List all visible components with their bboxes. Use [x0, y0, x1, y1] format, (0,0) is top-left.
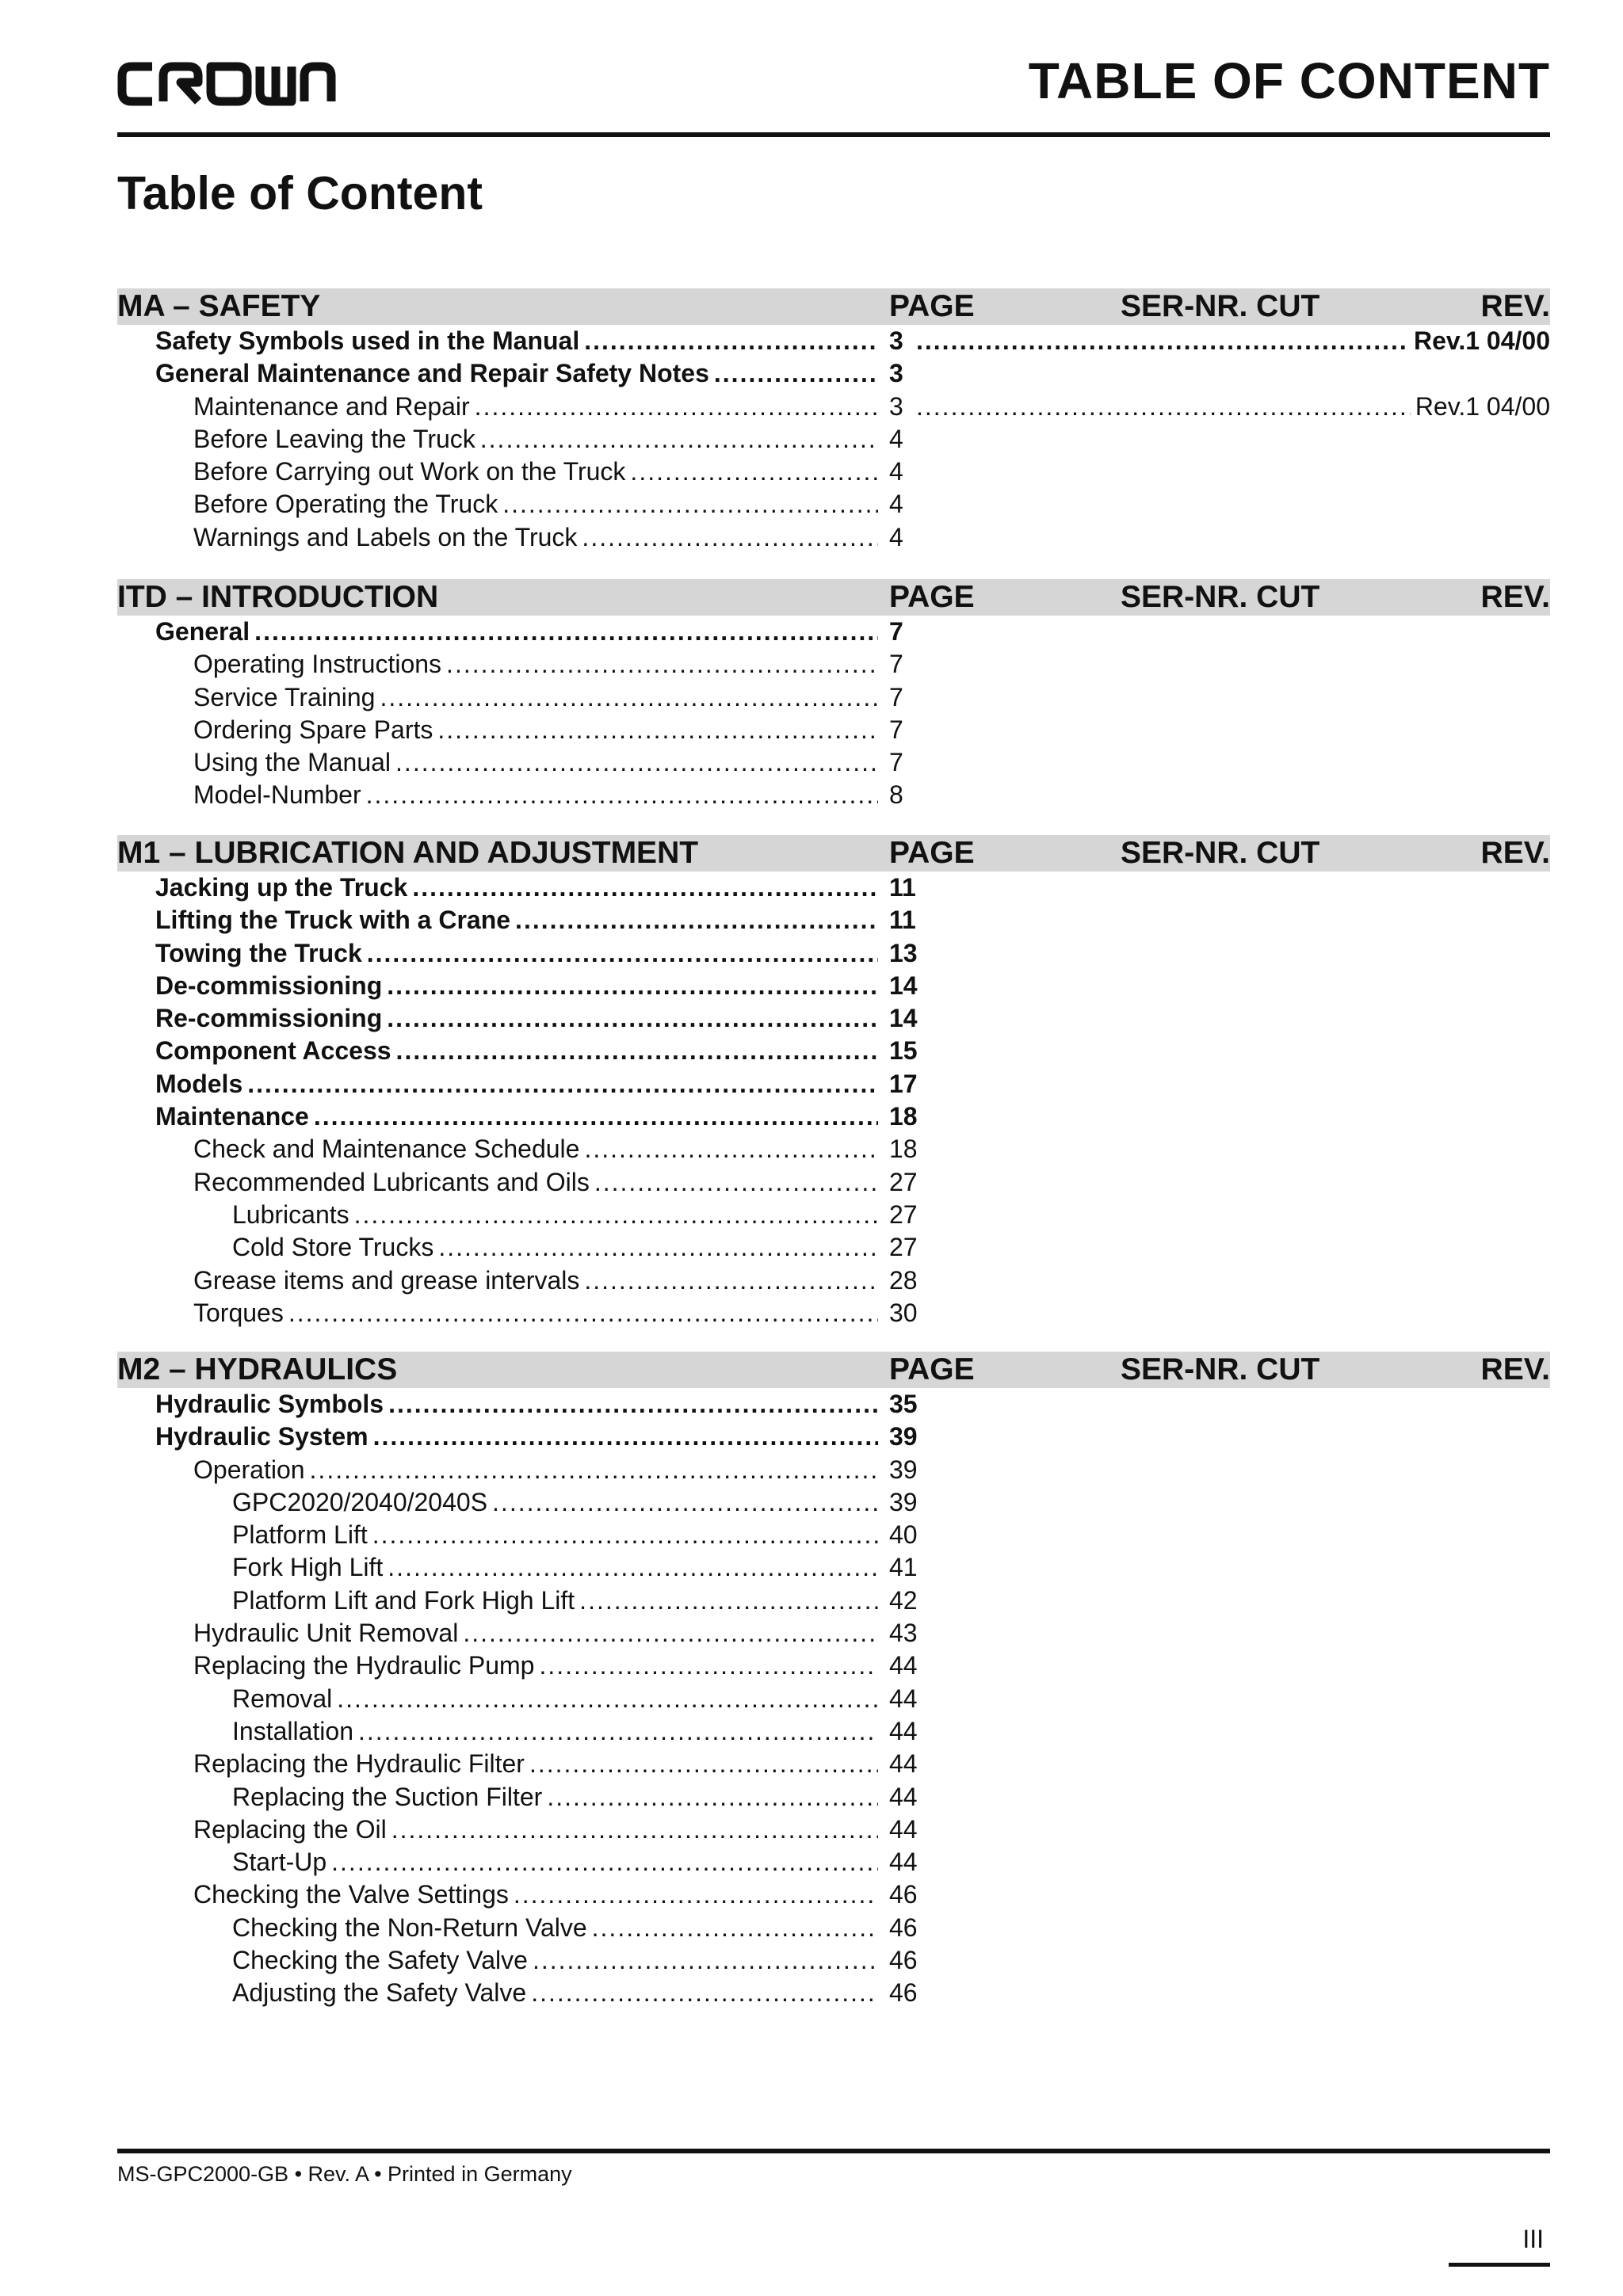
toc-entry[interactable] [117, 1781, 1550, 1814]
toc-entry-page: 30 [889, 1298, 918, 1327]
toc-entry-page: 44 [889, 1749, 918, 1779]
toc-entry-leader [117, 1748, 878, 1780]
toc-entry-title: Jacking up the Truck [155, 873, 408, 902]
section-title: M2 – HYDRAULICS [117, 1352, 398, 1386]
toc-entry[interactable] [117, 1002, 1550, 1035]
column-page: PAGE [889, 289, 975, 323]
section-header [117, 288, 1550, 325]
column-ser-nr-cut: SER-NR. CUT [1121, 289, 1320, 323]
toc-entry-page: 8 [889, 780, 903, 810]
column-page: PAGE [889, 580, 975, 614]
dot-leader [582, 521, 878, 554]
toc-entry-leader [117, 648, 878, 681]
crown-logo [117, 60, 336, 108]
footer-rule [117, 2149, 1550, 2153]
toc-entry[interactable] [117, 1617, 1550, 1650]
toc-entry-title: Torques [193, 1298, 284, 1327]
toc-entry-leader [117, 1617, 878, 1650]
toc-entry-page: 28 [889, 1265, 918, 1295]
toc-entry[interactable] [117, 904, 1550, 936]
dot-leader [387, 970, 878, 1002]
dot-leader [396, 1035, 878, 1067]
toc-entry[interactable] [117, 1912, 1550, 1944]
toc-entry-page: 39 [889, 1487, 918, 1516]
toc-entry-leader [117, 488, 878, 521]
toc-entry[interactable] [117, 1846, 1550, 1878]
toc-entry-page: 42 [889, 1585, 918, 1615]
toc-entry-leader [117, 1814, 878, 1846]
toc-entry[interactable] [117, 521, 1550, 554]
dot-leader [310, 1454, 878, 1486]
toc-entry-page: 39 [889, 1422, 918, 1451]
toc-entry-leader [117, 1068, 878, 1100]
dot-leader [438, 1231, 878, 1264]
toc-entry-leader [117, 1977, 878, 2009]
dot-leader [314, 1100, 878, 1133]
toc-section [117, 1352, 1550, 2010]
column-rev: REV. [1480, 289, 1550, 323]
toc-entry-page: 41 [889, 1553, 918, 1582]
toc-entry-leader [117, 391, 878, 423]
toc-entry-leader [117, 1231, 878, 1264]
dot-leader [367, 937, 878, 970]
dot-leader [584, 1264, 878, 1297]
toc-entry-leader [117, 1912, 878, 1944]
dot-leader [584, 325, 878, 357]
toc-entry-leader [117, 1002, 878, 1035]
dot-leader [592, 1912, 878, 1944]
dot-leader [475, 391, 878, 423]
column-rev: REV. [1480, 580, 1550, 614]
toc-entry-title: General Maintenance and Repair Safety Notes [155, 359, 709, 388]
section-title: M1 – LUBRICATION AND ADJUSTMENT [117, 836, 699, 870]
toc-entry[interactable] [117, 1100, 1550, 1133]
toc-entry-title: Platform Lift and Fork High Lift [232, 1585, 575, 1615]
toc-entry-page: 44 [889, 1814, 918, 1844]
toc-section [117, 835, 1550, 1329]
dot-leader [463, 1617, 878, 1650]
dot-leader [412, 871, 878, 904]
footer-doc-info: MS-GPC2000-GB • Rev. A • Printed in Germany [117, 2162, 572, 2186]
toc-entry[interactable] [117, 616, 1550, 648]
toc-entry-title: Adjusting the Safety Valve [232, 1978, 527, 2008]
toc-entry-page: 44 [889, 1651, 918, 1680]
section-header [117, 835, 1550, 871]
toc-entry-leader [117, 325, 878, 357]
dot-leader [254, 616, 878, 648]
toc-entry-title: Re-commissioning [155, 1004, 383, 1033]
toc-entry-leader [117, 1166, 878, 1199]
dot-leader [584, 1133, 878, 1165]
section-header [117, 1352, 1550, 1388]
toc-entry[interactable] [117, 937, 1550, 970]
dot-leader [910, 391, 1411, 423]
toc-entry[interactable] [117, 1035, 1550, 1067]
dot-leader [714, 357, 878, 390]
toc-entry-page: 27 [889, 1233, 918, 1262]
toc-entry-leader [117, 456, 878, 488]
toc-entry-leader [117, 937, 878, 970]
toc-entry-title: Models [155, 1069, 243, 1098]
toc-entry-page: 18 [889, 1102, 918, 1131]
toc-entry[interactable] [117, 1814, 1550, 1846]
dot-leader [437, 714, 878, 746]
toc-entry-page: 4 [889, 522, 903, 551]
toc-entry-title: Towing the Truck [155, 938, 362, 967]
dot-leader [529, 1748, 878, 1780]
dot-leader [446, 648, 878, 681]
toc-entry-title: Hydraulic System [155, 1422, 369, 1451]
toc-entry[interactable] [117, 648, 1550, 681]
dot-leader [910, 325, 1409, 357]
toc-entry[interactable] [117, 1977, 1550, 2009]
toc-section [117, 288, 1550, 554]
dot-leader [331, 1846, 878, 1878]
toc-entry-title: Replacing the Hydraulic Filter [193, 1749, 525, 1779]
toc-entry-title: Warnings and Labels on the Truck [193, 522, 578, 551]
toc-entry-page: 44 [889, 1716, 918, 1745]
toc-entry-title: Lifting the Truck with a Crane [155, 906, 511, 935]
toc-entry-page: 44 [889, 1848, 918, 1877]
toc-entry-leader [117, 1551, 878, 1584]
section-title: ITD – INTRODUCTION [117, 580, 439, 614]
toc-entry-page: 14 [889, 971, 918, 1000]
toc-entry-title: Maintenance [155, 1102, 309, 1131]
toc-entry[interactable] [117, 1068, 1550, 1100]
toc-entry[interactable] [117, 1551, 1550, 1584]
toc-entry-leader [117, 1100, 878, 1133]
toc-entry-leader [117, 1264, 878, 1297]
toc-entry-page: 3 [889, 391, 903, 421]
toc-entry-leader [117, 1781, 878, 1814]
header-rule [117, 132, 1550, 137]
toc-entry-leader [117, 1454, 878, 1486]
dot-leader [515, 904, 878, 936]
column-ser-nr-cut: SER-NR. CUT [1121, 1352, 1320, 1386]
toc-entry-page: 7 [889, 748, 903, 777]
toc-entry-title: Grease items and grease intervals [193, 1265, 580, 1295]
toc-entry-leader [117, 357, 878, 390]
toc-entry[interactable] [117, 779, 1550, 811]
toc-entry-leader [117, 1878, 878, 1911]
toc-entry-page: 46 [889, 1880, 918, 1909]
toc-entry-page: 11 [889, 873, 916, 902]
toc-entry-title: Model-Number [193, 780, 361, 810]
dot-leader [354, 1199, 878, 1231]
dot-leader [388, 1551, 878, 1584]
toc-entry-leader [117, 616, 878, 648]
toc-entry-title: Checking the Non-Return Valve [232, 1913, 587, 1942]
toc-entry-page: 17 [889, 1069, 918, 1098]
dot-leader [380, 681, 878, 714]
column-rev: REV. [1480, 1352, 1550, 1386]
column-ser-nr-cut: SER-NR. CUT [1121, 580, 1320, 614]
toc-entry[interactable] [117, 357, 1550, 390]
toc-entry-title: Service Training [193, 682, 376, 711]
toc-entry[interactable] [117, 1650, 1550, 1682]
dot-leader [547, 1781, 878, 1814]
toc-entry-page: 27 [889, 1199, 918, 1229]
toc-section [117, 579, 1550, 812]
column-page: PAGE [889, 836, 975, 870]
toc-entry-title: Checking the Safety Valve [232, 1946, 528, 1975]
dot-leader [395, 746, 878, 779]
toc-entry[interactable] [117, 1878, 1550, 1911]
toc-entry-leader [117, 1133, 878, 1165]
toc-entry-leader [117, 871, 878, 904]
toc-entry-leader [117, 1650, 878, 1682]
dot-leader [358, 1715, 878, 1748]
toc-entry-leader [117, 1388, 878, 1421]
toc-entry-page: 14 [889, 1004, 918, 1033]
toc-entry-leader [117, 1683, 878, 1715]
toc-entry-title: Operation [193, 1455, 305, 1484]
toc-entry[interactable] [117, 391, 1550, 423]
dot-leader [594, 1166, 878, 1199]
toc-entry[interactable] [117, 456, 1550, 488]
toc-entry-title: Checking the Valve Settings [193, 1880, 509, 1909]
toc-entry-page: 4 [889, 424, 903, 453]
toc-entry-title: Using the Manual [193, 748, 391, 777]
toc-entry-title: Operating Instructions [193, 650, 442, 679]
toc-entry-page: 3 [889, 326, 903, 355]
toc-entry[interactable] [117, 1454, 1550, 1486]
toc-entry-page: 44 [889, 1684, 918, 1713]
toc-entry[interactable] [117, 488, 1550, 521]
toc-entry-title: Check and Maintenance Schedule [193, 1135, 580, 1164]
column-rev: REV. [1480, 836, 1550, 870]
toc-entry[interactable] [117, 1486, 1550, 1519]
toc-entry-title: GPC2020/2040/2040S [232, 1487, 488, 1516]
dot-leader [388, 1388, 878, 1421]
toc-entry-page: 44 [889, 1782, 918, 1811]
section-header [117, 579, 1550, 616]
toc-entry-page: 35 [889, 1390, 918, 1418]
toc-entry-leader [117, 1199, 878, 1231]
toc-entry-rev [910, 391, 1550, 423]
column-page: PAGE [889, 1352, 975, 1386]
toc-entry[interactable] [117, 1199, 1550, 1231]
toc-entry[interactable] [117, 423, 1550, 456]
toc-entry-leader [117, 1035, 878, 1067]
dot-leader [373, 1421, 878, 1453]
dot-leader [579, 1585, 878, 1617]
rev-value: Rev.1 04/00 [1415, 391, 1550, 421]
toc-entry-leader [117, 1715, 878, 1748]
toc-entry-leader [117, 521, 878, 554]
toc-entry[interactable] [117, 1944, 1550, 1977]
toc-entry-page: 7 [889, 650, 903, 679]
page-title: Table of Content [117, 167, 483, 219]
toc-entry[interactable] [117, 1585, 1550, 1617]
toc-entry-title: Before Carrying out Work on the Truck [193, 457, 626, 486]
toc-entry-leader [117, 970, 878, 1002]
toc-entry-page: 7 [889, 617, 903, 646]
toc-entry-page: 18 [889, 1135, 918, 1164]
toc-entry[interactable] [117, 1133, 1550, 1165]
toc-entry-page: 4 [889, 490, 903, 519]
toc-entry-leader [117, 714, 878, 746]
toc-entry-title: Ordering Spare Parts [193, 715, 433, 744]
toc-entry-title: Replacing the Suction Filter [232, 1782, 543, 1811]
toc-entry-page: 15 [889, 1036, 918, 1066]
dot-leader [492, 1486, 878, 1519]
toc-entry[interactable] [117, 1297, 1550, 1329]
dot-leader [630, 456, 878, 488]
dot-leader [247, 1068, 878, 1100]
rev-value: Rev.1 04/00 [1414, 326, 1550, 355]
toc-entry[interactable] [117, 1264, 1550, 1297]
toc-entry-title: Installation [232, 1716, 353, 1745]
toc-entry-title: Cold Store Trucks [232, 1233, 434, 1262]
toc-entry-title: Replacing the Oil [193, 1814, 387, 1844]
toc-entry-page: 11 [889, 906, 916, 935]
toc-entry[interactable] [117, 970, 1550, 1002]
toc-entry-page: 3 [889, 359, 903, 388]
toc-entry-title: Before Leaving the Truck [193, 424, 475, 453]
toc-entry-leader [117, 1846, 878, 1878]
toc-entry[interactable] [117, 1166, 1550, 1199]
toc-entry-page: 46 [889, 1978, 918, 2008]
toc-entry-page: 27 [889, 1167, 918, 1196]
toc-entry-title: Hydraulic Unit Removal [193, 1619, 459, 1648]
dot-leader [391, 1814, 878, 1846]
toc-entry-title: De-commissioning [155, 971, 383, 1000]
toc-entry-page: 13 [889, 938, 918, 967]
toc-entry[interactable] [117, 1748, 1550, 1780]
toc-entry[interactable] [117, 1421, 1550, 1453]
toc-entry-title: Platform Lift [232, 1520, 368, 1550]
toc-entry[interactable] [117, 1388, 1550, 1421]
page-number-rule [1449, 2263, 1550, 2267]
dot-leader [480, 423, 878, 456]
dot-leader [533, 1944, 878, 1977]
page-number: III [1522, 2225, 1544, 2253]
toc-entry[interactable] [117, 714, 1550, 746]
toc-entry-title: Removal [232, 1684, 333, 1713]
toc-entry-page: 40 [889, 1520, 918, 1550]
dot-leader [366, 779, 878, 811]
toc-entry-title: Fork High Lift [232, 1553, 384, 1582]
toc-entry-leader [117, 681, 878, 714]
toc-entry-page: 4 [889, 457, 903, 486]
toc-entry-title: Component Access [155, 1036, 391, 1066]
toc-entry-page: 7 [889, 682, 903, 711]
toc-entry-title: Maintenance and Repair [193, 391, 470, 421]
toc-entry-title: Before Operating the Truck [193, 490, 498, 519]
toc-entry-page: 39 [889, 1455, 918, 1484]
toc-entry[interactable] [117, 325, 1550, 357]
toc-entry-title: Lubricants [232, 1199, 349, 1229]
dot-leader [502, 488, 878, 521]
dot-leader [337, 1683, 878, 1715]
toc-entry[interactable] [117, 1683, 1550, 1715]
toc-entry-page: 7 [889, 715, 903, 744]
dot-leader [514, 1878, 878, 1911]
toc-entry[interactable] [117, 681, 1550, 714]
column-ser-nr-cut: SER-NR. CUT [1121, 836, 1320, 870]
toc-entry-leader [117, 746, 878, 779]
toc-entry[interactable] [117, 871, 1550, 904]
toc-entry-rev [910, 325, 1550, 357]
toc-entry-page: 43 [889, 1619, 918, 1648]
dot-leader [372, 1519, 878, 1551]
toc-entry[interactable] [117, 1715, 1550, 1748]
dot-leader [288, 1297, 878, 1329]
toc-entry-leader [117, 779, 878, 811]
header-title: TABLE OF CONTENT [1028, 52, 1550, 109]
toc-entry-leader [117, 1519, 878, 1551]
toc-entry-title: Start-Up [232, 1848, 327, 1877]
dot-leader [387, 1002, 878, 1035]
toc-entry-leader [117, 904, 878, 936]
toc-entry-leader [117, 1421, 878, 1453]
toc-entry-page: 46 [889, 1946, 918, 1975]
section-title: MA – SAFETY [117, 289, 321, 323]
toc-entry-page: 46 [889, 1913, 918, 1942]
toc-entry-title: General [155, 617, 250, 646]
toc-entry-title: Replacing the Hydraulic Pump [193, 1651, 535, 1680]
toc-entry-title: Recommended Lubricants and Oils [193, 1167, 590, 1196]
toc-entry[interactable] [117, 746, 1550, 779]
toc-entry-leader [117, 1585, 878, 1617]
toc-entry-title: Safety Symbols used in the Manual [155, 326, 580, 355]
toc-entry[interactable] [117, 1231, 1550, 1264]
toc-entry-title: Hydraulic Symbols [155, 1390, 384, 1418]
toc-entry-leader [117, 423, 878, 456]
toc-entry-leader [117, 1297, 878, 1329]
toc-entry[interactable] [117, 1519, 1550, 1551]
dot-leader [531, 1977, 878, 2009]
toc-entry-leader [117, 1486, 878, 1519]
dot-leader [539, 1650, 878, 1682]
toc-entry-leader [117, 1944, 878, 1977]
